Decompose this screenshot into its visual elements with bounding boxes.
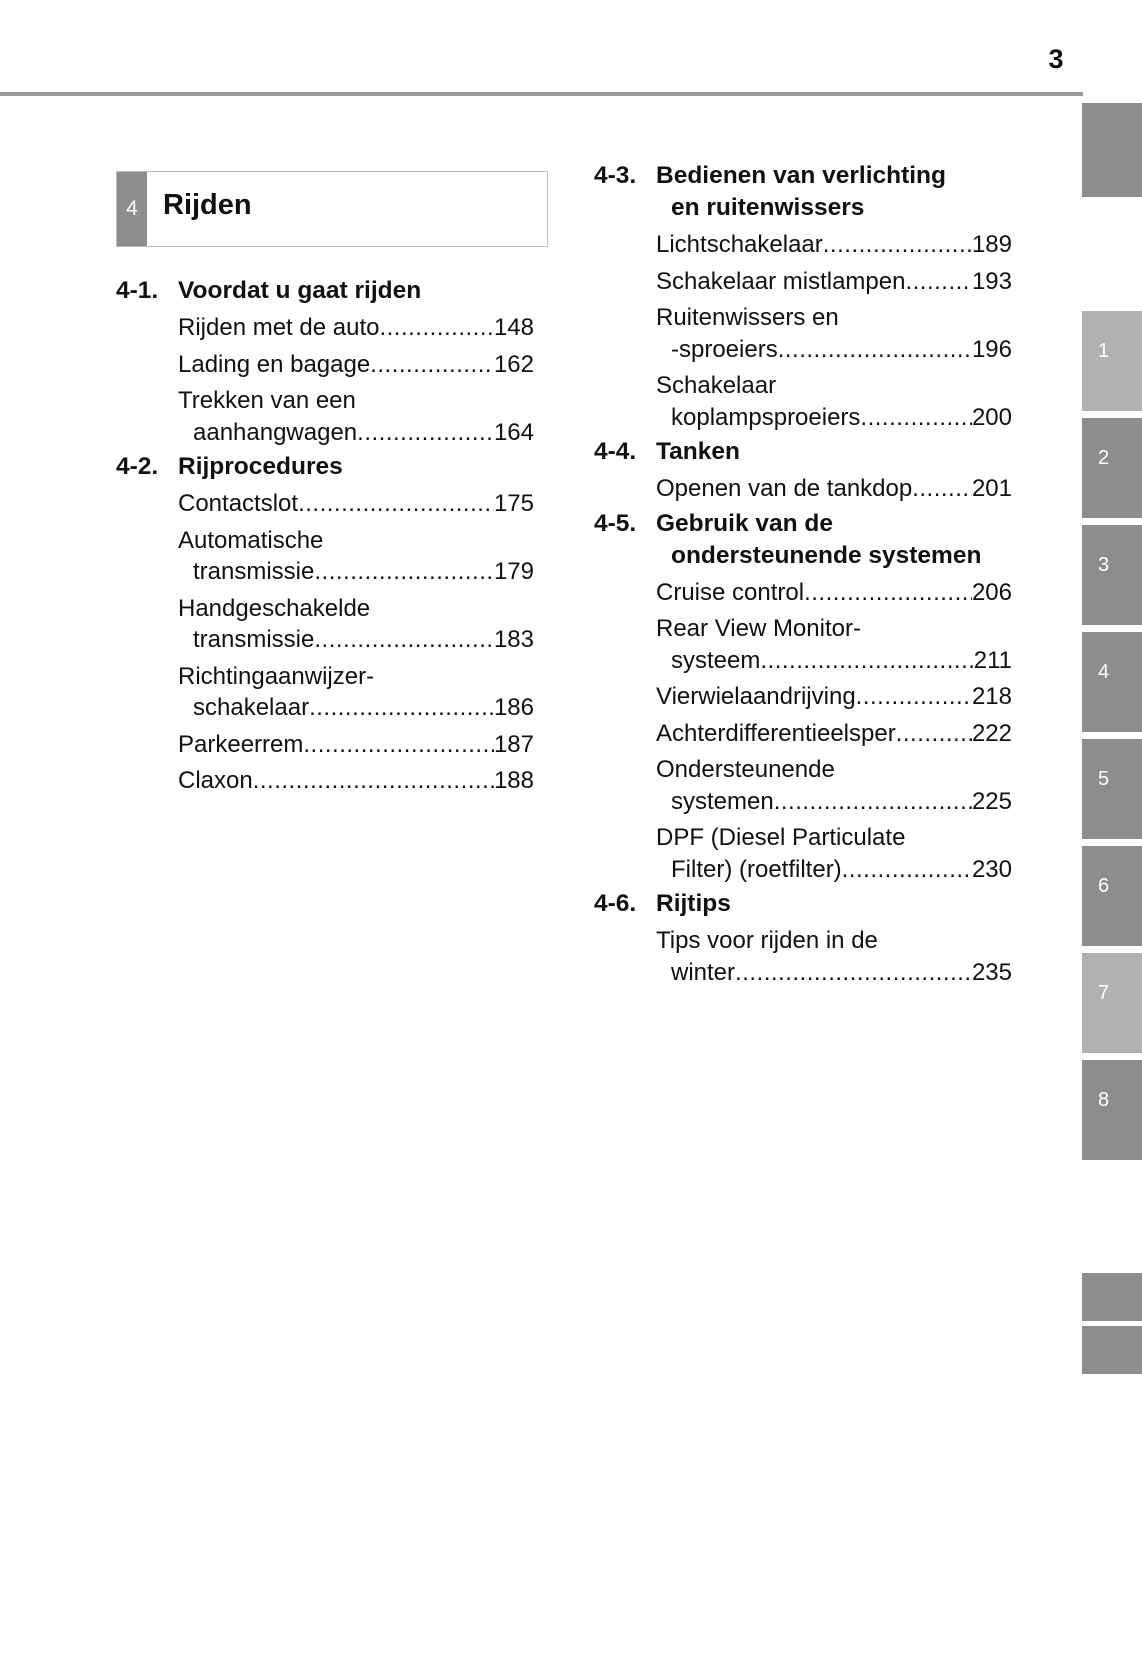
dot-leader: [379, 312, 493, 344]
chapter-tab-7[interactable]: [1082, 953, 1142, 1053]
chapter-tab-label: 5: [1098, 768, 1110, 790]
toc-entry[interactable]: [656, 577, 1012, 609]
entry-page-number: 230: [971, 855, 1012, 883]
toc-entry[interactable]: [656, 754, 1012, 817]
toc-entry[interactable]: [656, 613, 1012, 676]
entry-label: Openen van de tankdop: [656, 475, 913, 502]
entry-label: Rear View Monitor-: [656, 615, 861, 642]
toc-entry[interactable]: [178, 661, 534, 724]
dot-leader: [303, 729, 494, 761]
entry-page-number: 183: [493, 626, 534, 653]
toc-entry[interactable]: [178, 312, 534, 344]
entry-page-number: 193: [971, 267, 1012, 295]
chapter-tab-label: 6: [1098, 875, 1110, 897]
toc-section: [116, 275, 534, 448]
dot-leader: [370, 349, 494, 381]
chapter-number: 4: [117, 172, 147, 246]
section-entries: [594, 925, 1012, 988]
chapter-tab-label: 7: [1098, 982, 1110, 1004]
entry-label: Lichtschakelaar: [656, 231, 823, 258]
entry-label: DPF (Diesel Particulate: [656, 824, 906, 851]
entry-line: [656, 266, 1012, 298]
dot-leader: [298, 488, 494, 520]
entry-line: [656, 577, 1012, 609]
entry-page-number: 218: [971, 683, 1012, 710]
entry-line: [656, 681, 1012, 713]
dot-leader: [823, 229, 972, 261]
toc-entry[interactable]: [178, 729, 534, 761]
entry-line: [178, 729, 534, 761]
chapter-tab-label: 8: [1098, 1089, 1110, 1111]
section-entries: [594, 473, 1012, 505]
dot-leader: [860, 402, 972, 434]
dot-leader: [774, 786, 972, 818]
section-heading: [594, 436, 1012, 468]
entry-page-number: 189: [971, 231, 1012, 258]
dot-leader: [314, 556, 494, 588]
entry-line: [656, 229, 1012, 261]
entry-page-number: 179: [493, 558, 534, 585]
toc-entry[interactable]: [656, 266, 1012, 298]
section-title-line: en ruitenwissers: [671, 194, 865, 221]
dot-leader: [253, 765, 494, 797]
dot-leader: [778, 334, 972, 366]
entry-label: Schakelaar: [656, 372, 777, 399]
chapter-tab-label: 3: [1098, 554, 1110, 576]
chapter-tab-blank[interactable]: [1082, 1326, 1142, 1374]
entry-label: Schakelaar mistlampen: [656, 267, 906, 295]
chapter-tab-blank[interactable]: [1082, 1273, 1142, 1321]
toc-column-right: [594, 160, 1012, 991]
toc-entry[interactable]: [178, 525, 534, 588]
chapter-tab-5[interactable]: [1082, 739, 1142, 839]
chapter-tab-1[interactable]: [1082, 311, 1142, 411]
entry-line: [178, 692, 534, 724]
entry-line: [656, 402, 1012, 434]
chapter-tab-2[interactable]: [1082, 418, 1142, 518]
entry-page-number: 201: [971, 475, 1012, 502]
section-title: [178, 451, 534, 483]
entry-page-number: 175: [493, 490, 534, 517]
section-title-line: Rijtips: [656, 890, 731, 917]
toc-section: [594, 160, 1012, 433]
section-title: [656, 160, 1012, 224]
entry-page-number: 225: [971, 787, 1012, 815]
toc-entry[interactable]: [656, 302, 1012, 365]
entry-label: Automatische: [178, 526, 324, 554]
section-title: [656, 888, 1012, 920]
entry-page-number: 164: [493, 418, 534, 446]
entry-line: [656, 645, 1012, 677]
chapter-tab-label: 1: [1098, 340, 1110, 362]
entry-label: -sproeiers: [671, 335, 778, 363]
entry-line: [178, 624, 534, 656]
toc-entry[interactable]: [178, 385, 534, 448]
entry-line: [178, 349, 534, 381]
entry-page-number: 188: [493, 767, 534, 794]
toc-entry[interactable]: [178, 488, 534, 520]
entry-label: Claxon: [178, 767, 253, 794]
entry-page-number: 162: [493, 350, 534, 378]
entry-line: [178, 488, 534, 520]
chapter-tab-label: 2: [1098, 447, 1110, 469]
entry-page-number: 235: [971, 958, 1012, 986]
toc-entry[interactable]: [656, 229, 1012, 261]
entry-line: [656, 473, 1012, 505]
toc-entry[interactable]: [178, 349, 534, 381]
entry-line: [656, 957, 1012, 989]
section-number: 4-6.: [594, 890, 637, 917]
chapter-header: [116, 171, 548, 247]
entry-page-number: 211: [973, 646, 1012, 674]
section-heading: [594, 888, 1012, 920]
entry-label: Lading en bagage: [178, 350, 371, 378]
entry-label: Filter) (roetfilter): [671, 855, 842, 883]
entry-page-number: 222: [971, 719, 1012, 747]
toc-entry[interactable]: [178, 765, 534, 797]
entry-label: Tips voor rijden in de: [656, 927, 878, 954]
section-heading: [116, 451, 534, 483]
entry-line: [656, 334, 1012, 366]
section-heading: [116, 275, 534, 307]
entry-label: Parkeerrem: [178, 730, 304, 758]
entry-label: winter: [671, 958, 736, 986]
entry-label: Trekken van een: [178, 387, 356, 414]
dot-leader: [760, 645, 973, 677]
dot-leader: [842, 854, 972, 886]
section-heading: [594, 508, 1012, 572]
entry-label: transmissie: [193, 558, 315, 585]
dot-leader: [804, 577, 972, 609]
section-number: 4-4.: [594, 438, 637, 465]
entry-label: Ruitenwissers en: [656, 304, 839, 331]
entry-label: systeem: [671, 646, 761, 674]
chapter-tab-blank[interactable]: [1082, 103, 1142, 197]
dot-leader: [314, 624, 494, 656]
section-number: 4-2.: [116, 453, 159, 480]
entry-label: koplampsproeiers: [671, 403, 861, 431]
section-title-line: Rijprocedures: [178, 453, 343, 480]
entry-page-number: 187: [493, 730, 534, 758]
dot-leader: [856, 681, 972, 713]
entry-label: Cruise control: [656, 578, 805, 606]
entry-line: [656, 854, 1012, 886]
section-title-line: ondersteunende systemen: [671, 541, 982, 569]
entry-label: Contactslot: [178, 490, 299, 517]
section-title-line: Gebruik van de: [656, 509, 834, 537]
section-entries: [594, 577, 1012, 886]
section-number: 4-3.: [594, 162, 637, 189]
chapter-tab-8[interactable]: [1082, 1060, 1142, 1160]
chapter-tab-4[interactable]: [1082, 632, 1142, 732]
dot-leader: [735, 957, 972, 989]
entry-label: transmissie: [193, 626, 315, 653]
section-title: [656, 436, 1012, 468]
entry-label: systemen: [671, 787, 774, 815]
entry-page-number: 186: [493, 694, 534, 721]
toc-entry[interactable]: [656, 718, 1012, 750]
chapter-tab-label: 4: [1098, 661, 1110, 683]
toc-entry[interactable]: [656, 370, 1012, 433]
toc-entry[interactable]: [656, 473, 1012, 505]
section-title-line: Tanken: [656, 438, 740, 465]
chapter-tab-3[interactable]: [1082, 525, 1142, 625]
entry-label: schakelaar: [193, 694, 310, 721]
entry-label: Rijden met de auto: [178, 314, 380, 341]
toc-entry[interactable]: [178, 593, 534, 656]
toc-section: [116, 451, 534, 797]
section-title: [178, 275, 534, 307]
chapter-tab-6[interactable]: [1082, 846, 1142, 946]
toc-section: [594, 436, 1012, 505]
dot-leader: [905, 266, 972, 298]
entry-line: [178, 417, 534, 449]
entry-page-number: 148: [493, 314, 534, 341]
section-entries: [594, 229, 1012, 433]
dot-leader: [896, 718, 972, 750]
section-title-line: Bedienen van verlichting: [656, 162, 946, 189]
entry-page-number: 200: [971, 403, 1012, 431]
entry-line: [656, 786, 1012, 818]
toc-column-left: [116, 275, 534, 800]
entry-line: [656, 718, 1012, 750]
toc-section: [594, 508, 1012, 886]
dot-leader: [357, 417, 494, 449]
dot-leader: [912, 473, 972, 505]
chapter-title: Rijden: [163, 189, 252, 221]
toc-entry[interactable]: [656, 681, 1012, 713]
page-number: 3: [1048, 44, 1064, 74]
toc-entry[interactable]: [656, 822, 1012, 885]
toc-entry[interactable]: [656, 925, 1012, 988]
entry-label: Handgeschakelde: [178, 594, 371, 622]
entry-line: [178, 312, 534, 344]
section-title-line: Voordat u gaat rijden: [178, 277, 422, 304]
section-entries: [116, 488, 534, 797]
entry-page-number: 196: [971, 335, 1012, 363]
toc-section: [594, 888, 1012, 988]
entry-line: [178, 556, 534, 588]
entry-label: Ondersteunende: [656, 756, 835, 783]
section-number: 4-5.: [594, 509, 637, 537]
entry-label: Vierwielaandrijving: [656, 683, 856, 710]
entry-line: [178, 765, 534, 797]
dot-leader: [309, 692, 494, 724]
section-heading: [594, 160, 1012, 224]
section-entries: [116, 312, 534, 448]
entry-label: Richtingaanwijzer-: [178, 662, 375, 690]
entry-page-number: 206: [971, 578, 1012, 606]
entry-label: aanhangwagen: [193, 418, 358, 446]
header-rule: [0, 92, 1083, 96]
entry-label: Achterdifferentieelsper: [656, 719, 896, 747]
section-title: [656, 508, 1012, 572]
section-number: 4-1.: [116, 277, 159, 304]
